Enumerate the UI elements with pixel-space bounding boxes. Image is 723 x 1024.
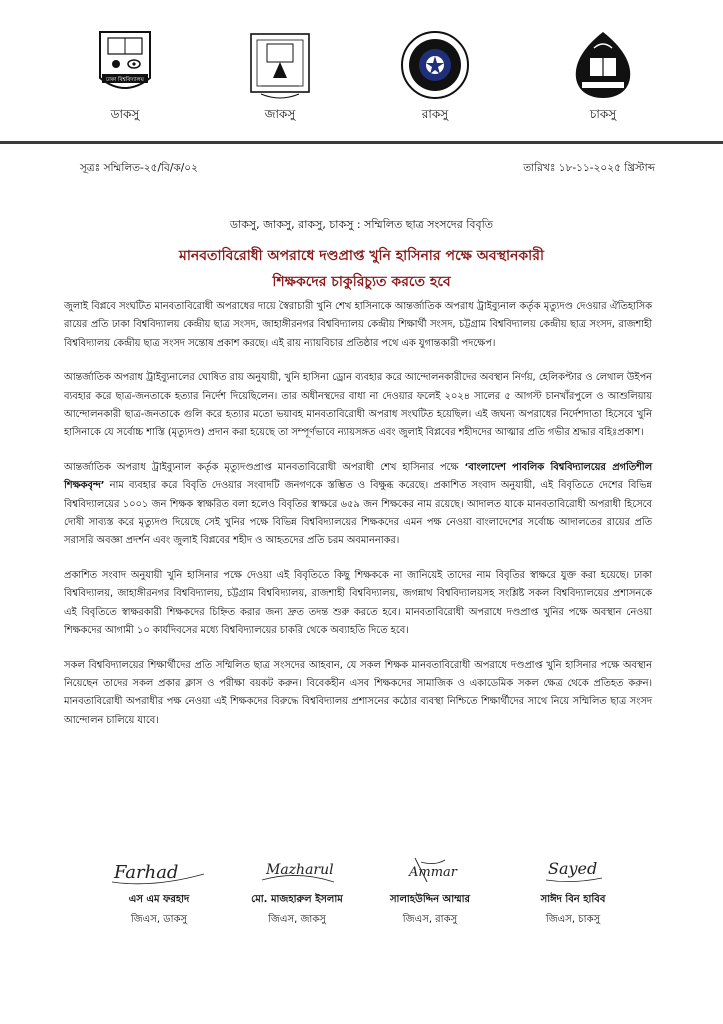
signatory-title: জিএস, ডাকসু (130, 914, 188, 925)
signatory-title: জিএস, চাকসু (545, 914, 601, 925)
statement-body (64, 298, 652, 746)
svg-text:ঢাকা বিশ্ববিদ্যালয়: ঢাকা বিশ্ববিদ্যালয় (106, 77, 144, 83)
signature-jucsu-icon (242, 852, 352, 888)
signature-ducsu-icon (104, 852, 214, 888)
reference-number: সূত্রঃ সম্মিলিত-২৫/বি/ক/০২ (80, 162, 198, 174)
paragraph-4: প্রকাশিত সংবাদ অনুযায়ী খুনি হাসিনার পক্ষে দেওয়া এই বিবৃতিতে কিছু শিক্ষককে না জানিয়েই তাদের নাম বিবৃতির স্বাক্ষরে যুক্ত করা হয়েছে। ঢাকা বিশ্ববিদ্যালয়, জাহাঙ্গীরনগর বিশ্ববিদ্যালয়, চট্টগ্রাম বিশ্ববিদ্যালয়, রাজশাহী বিশ্ববিদ্যালয়, জগন্নাথ বিশ্ববিদ্যালয়সহ সংশ্লিষ্ট সকল বিশ্ববিদ্যালয়ের প্রশাসনকে এই বিবৃতিতে স্বাক্ষরকারী শিক্ষকদের চিহ্নিত করার জন্য দ্রুত তদন্ত শুরু করতে হবে। মানবতাবিরোধী অপরাধে দণ্ডপ্রাপ্ত খুনির পক্ষে অবস্থান নেওয়া শিক্ষকদের আগামী ১০ কার্যদিবসের মধ্যে বিশ্ববিদ্যালয়ের চাকরি থেকে অব্যাহতি দিতে হবে। (64, 569, 652, 637)
signatory-name: সাঈদ বিন হাবিব (540, 894, 606, 905)
jucsu-logo (225, 28, 335, 126)
rucsu-logo-icon (398, 28, 472, 102)
paragraph-3-emphasis: ‘বাংলাদেশ পাবলিক বিশ্ববিদ্যালয়ের প্রগতিশীল শিক্ষকবৃন্দ’ (64, 461, 653, 492)
cucsu-caption: চাকসু (589, 107, 617, 121)
signature-ducsu (84, 852, 234, 929)
signatory-name: এস এম ফরহাদ (128, 894, 190, 905)
signatory-title: জিএস, রাকসু (402, 914, 458, 925)
svg-text:Mazharul: Mazharul (266, 862, 334, 878)
svg-text:Ammar: Ammar (409, 865, 458, 880)
cucsu-logo (548, 28, 658, 126)
ducsu-logo-icon (94, 28, 156, 102)
paragraph-1: জুলাই বিপ্লবে সংঘটিত মানবতাবিরোধী অপরাধের দায়ে স্বৈরাচারী খুনি শেখ হাসিনাকে আন্তর্জাতিক অপরাধ ট্রাইব্যুনাল কর্তৃক মৃত্যুদণ্ড দেওয়ার ঐতিহাসিক রায়ের প্রতি ঢাকা বিশ্ববিদ্যালয় কেন্দ্রীয় ছাত্র সংসদ, জাহাঙ্গীরনগর বিশ্ববিদ্যালয় কেন্দ্রীয় শিক্ষার্থী সংসদ, চট্টগ্রাম বিশ্ববিদ্যালয় কেন্দ্রীয় ছাত্র সংসদ, রাজশাহী বিশ্ববিদ্যালয় কেন্দ্রীয় ছাত্র সংসদ সন্তোষ প্রকাশ করছে। এই রায় ন্যায়বিচার প্রতিষ্ঠার পথে এক যুগান্তকারী পদক্ষেপ। (64, 301, 652, 349)
signature-jucsu (222, 852, 372, 929)
cucsu-logo-icon (566, 28, 640, 102)
paragraph-3-end: নাম ব্যবহার করে বিবৃতি দেওয়ার সংবাদটি জনগণকে স্তম্ভিত ও বিক্ষুব্ধ করেছে। প্রকাশিত সংবাদ অনুযায়ী, এই বিবৃতিতে দেশের বিভিন্ন বিশ্ববিদ্যালয়ের ১০০১ জন শিক্ষক স্বাক্ষরিত বলা হলেও বিবৃতির স্বাক্ষরে ৬৫৯ জন শিক্ষকের নাম রয়েছে। আদালত যাকে মানবতাবিরোধী অপরাধী হিসেবে দোষী সাব্যস্ত করে মৃত্যুদণ্ড দিয়েছে সেই খুনির পক্ষে বিভিন্ন বিশ্ববিদ্যালয়ের শিক্ষকদের এমন পক্ষ নেওয়া বাংলাদেশের সর্বোচ্চ আদালতের রায়ের প্রতি সরাসরি অবজ্ঞা প্রদর্শন এবং জুলাই বিপ্লবের শহীদ ও আহতদের প্রতি চরম অবমাননাকর। (64, 480, 652, 547)
header-rule (0, 141, 723, 144)
issue-date: তারিখঃ ১৮-১১-২০২৫ খ্রিস্টাব্দ (523, 162, 655, 174)
logo-row (0, 0, 723, 140)
ducsu-caption: ডাকসু (110, 107, 140, 121)
ducsu-logo (70, 28, 180, 126)
signature-block (0, 852, 723, 932)
statement-kicker: ডাকসু, জাকসু, রাকসু, চাকসু : সম্মিলিত ছাত্র সংসদের বিবৃতি (229, 218, 494, 231)
jucsu-logo-icon (245, 28, 315, 102)
headline-line-1: মানবতাবিরোধী অপরাধে দণ্ডপ্রাপ্ত খুনি হাসিনার পক্ষে অবস্থানকারী (179, 248, 544, 264)
signature-rucsu (355, 852, 505, 929)
svg-text:Farhad: Farhad (114, 862, 179, 883)
signature-cucsu (498, 852, 648, 929)
paragraph-5: সকল বিশ্ববিদ্যালয়ের শিক্ষার্থীদের প্রতি সম্মিলিত ছাত্র সংসদের আহবান, যে সকল শিক্ষক মানবতাবিরোধী অপরাধে দণ্ডপ্রাপ্ত খুনি হাসিনার পক্ষে অবস্থান নিয়েছেন তাদের সকল প্রকার ক্লাস ও পরীক্ষা বয়কট করুন। বিবেকহীন এসব শিক্ষকদের সামাজিক ও একাডেমিক সকল ক্ষেত্র থেকে প্রতিহত করুন। মানবতাবিরোধী অপরাধীর পক্ষ নেওয়া এই শিক্ষকদের বিরুদ্ধে বিশ্ববিদ্যালয় প্রশাসনের কঠোর ব্যবস্থা নিশ্চিতে শিক্ষার্থীদের সাথে নিয়ে সম্মিলিত ছাত্র সংসদ আন্দোলন চালিয়ে যাবে। (64, 659, 652, 726)
rucsu-caption: রাকসু (421, 107, 449, 121)
signature-rucsu-icon (375, 852, 485, 888)
paragraph-3-start: আন্তর্জাতিক অপরাধ ট্রাইব্যুনাল কর্তৃক মৃত্যুদণ্ডপ্রাপ্ত মানবতাবিরোধী অপরাধী শেখ হাসিনার পক্ষে (64, 461, 465, 473)
page-title (80, 243, 643, 295)
rucsu-logo (380, 28, 490, 126)
svg-text:Sayed: Sayed (548, 859, 598, 878)
signatory-title: জিএস, জাকসু (268, 914, 326, 925)
jucsu-caption: জাকসু (264, 107, 296, 121)
headline-line-2: শিক্ষকদের চাকুরিচ্যুত করতে হবে (272, 274, 451, 290)
paragraph-2: আন্তর্জাতিক অপরাধ ট্রাইব্যুনালের ঘোষিত রায় অনুযায়ী, খুনি হাসিনা ড্রোন ব্যবহার করে আন্দোলনকারীদের অবস্থান নির্ণয়, হেলিকপ্টার ও লেথাল উইপন ব্যবহার করে ছাত্র-জনতাকে হত্যার নির্দেশ দিয়েছিলেন। তার অধীনস্থদের বাধা না দেওয়ার ফলেই ২০২৪ সালের ৫ আগস্ট চানখাঁরপুলে ও আশুলিয়ায় আন্দোলনকারী ছাত্র-জনতাকে গুলি করে হত্যার মতো ভয়াবহ মানবতাবিরোধী অপরাধ সংঘটিত হয়েছিল। এই জঘন্য অপরাধের নির্দেশদাতা হিসেবে খুনি হাসিনাকে যে সর্বোচ্চ শাস্তি (মৃত্যুদণ্ড) প্রদান করা হয়েছে তা সম্পূর্ণভাবে ন্যায়সঙ্গত এবং জুলাই বিপ্লবের শহীদদের আত্মার প্রতি গভীর শ্রদ্ধার বহিঃপ্রকাশ। (64, 372, 652, 439)
signatory-name: মো. মাজহারুল ইসলাম (251, 894, 343, 905)
paragraph-3 (64, 459, 652, 551)
signature-cucsu-icon (518, 852, 628, 888)
signatory-name: সালাহউদ্দিন আম্মার (389, 894, 471, 905)
